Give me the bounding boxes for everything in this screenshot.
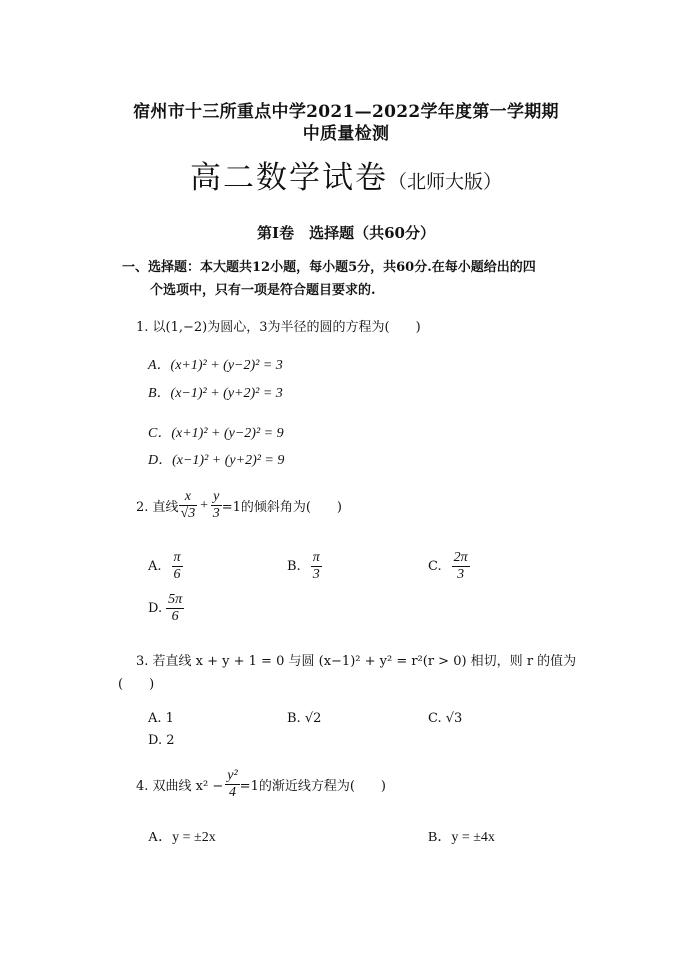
question-4-option-b: B．y = ±4x (428, 830, 495, 845)
question-2-option-d (148, 592, 184, 625)
fraction-numerator: 5π (168, 592, 183, 607)
option-label: A. (148, 559, 162, 574)
fraction-numerator: y (211, 489, 222, 506)
question-3-stem-line1: 3. 若直线 x + y + 1 = 0 与圆 (x−1)² + y² = r²(r > 0) 相切，则 r 的值为 (136, 654, 577, 669)
question-1-option-c: C．(x+1)² + (y−2)² = 9 (148, 426, 284, 441)
fraction-numerator: y² (227, 768, 238, 783)
question-2-fraction-2 (211, 489, 222, 522)
question-2-option-a (148, 550, 183, 583)
question-2-fraction-1 (179, 489, 198, 522)
fraction-denominator: 4 (228, 785, 236, 800)
question-2-stem (136, 489, 342, 522)
question-2-option-b (287, 550, 322, 583)
question-1-stem: 1. 以(1,−2)为圆心，3为半径的圆的方程为( ) (136, 320, 421, 335)
option-fraction (172, 550, 183, 583)
question-3-option-c: C. √3 (428, 711, 463, 726)
fraction-denominator: √3 (180, 506, 196, 521)
fraction-denominator: 6 (171, 609, 179, 624)
fraction-numerator: π (173, 550, 181, 565)
option-fraction (166, 592, 184, 625)
option-fraction (311, 550, 322, 583)
section-title: 第Ⅰ卷 选择题（共60分） (257, 224, 435, 242)
exam-title (0, 152, 692, 197)
question-2-stem-suffix: =1的倾斜角为( ) (221, 500, 342, 515)
question-1-option-b: B．(x−1)² + (y+2)² = 3 (148, 386, 283, 401)
question-4-option-a: A．y = ±2x (148, 830, 216, 845)
question-4-stem-prefix: 4. 双曲线 x² − (136, 779, 224, 794)
fraction-numerator: π (312, 550, 320, 565)
option-label: C. (428, 559, 442, 574)
question-3-option-d: D. 2 (148, 733, 175, 748)
option-label: B. (287, 559, 301, 574)
question-3-option-b: B. √2 (287, 711, 322, 726)
question-2-option-c (428, 550, 470, 583)
question-1-option-d: D．(x−1)² + (y+2)² = 9 (148, 453, 285, 468)
question-1-option-a: A．(x+1)² + (y−2)² = 3 (148, 358, 283, 373)
fraction-numerator: 2π (453, 550, 468, 565)
question-2-stem-prefix: 2. 直线 (136, 500, 179, 515)
plus-sign: + (199, 497, 209, 513)
fraction-denominator: 3 (212, 506, 220, 521)
exam-header-line2: 中质量检测 (302, 124, 390, 144)
option-fraction (452, 550, 470, 583)
fraction-denominator: 6 (173, 567, 181, 582)
fraction-denominator: 3 (457, 567, 465, 582)
question-3-stem-line2: ( ) (118, 677, 155, 692)
question-4-stem-suffix: =1的渐近线方程为( ) (239, 779, 386, 794)
exam-title-suffix: （北师大版） (387, 171, 502, 193)
question-3-option-a: A. 1 (148, 711, 174, 726)
question-4-stem (136, 768, 386, 801)
fraction-numerator: x (179, 489, 198, 506)
question-4-fraction (225, 768, 239, 801)
fraction-denominator: 3 (312, 567, 320, 582)
instructions-line2: 个选项中，只有一项是符合题目要求的. (150, 283, 376, 298)
exam-title-main: 高二数学试卷 (189, 160, 388, 196)
exam-header-line1: 宿州市十三所重点中学2021—2022学年度第一学期期 (133, 102, 559, 122)
option-label: D. (148, 601, 163, 616)
instructions-line1: 一、选择题：本大题共12小题，每小题5分，共60分.在每小题给出的四 (122, 260, 536, 275)
